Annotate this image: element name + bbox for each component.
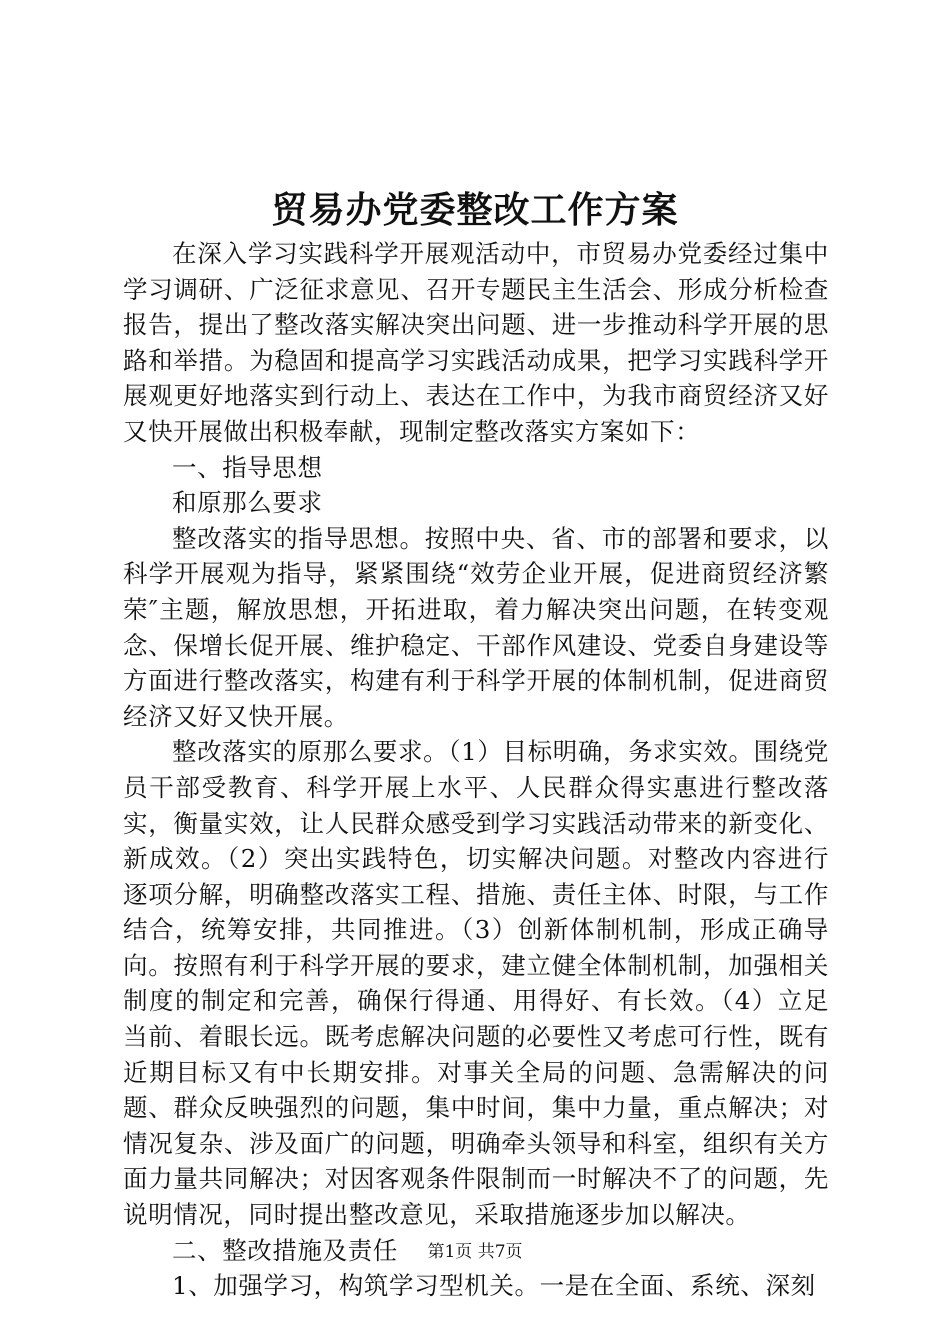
intro-paragraph: 在深入学习实践科学开展观活动中，市贸易办党委经过集中学习调研、广泛征求意见、召开专题民主生活会、形成分析检查报告，提出了整改落实解决突出问题、进一步推动科学开展的思路和举措。为稳固和提高学习实践活动成果，把学习实践科学开展观更好地落实到行动上、表达在工作中，为我市商贸经济又好又快开展做出积极奉献，现制定整改落实方案如下： (123, 239, 829, 446)
section-heading-guiding-ideology: 一、指导思想 (172, 452, 323, 482)
section-subheading-principles: 和原那么要求 (172, 488, 323, 518)
document-title: 贸易办党委整改工作方案 (271, 189, 679, 231)
measures-paragraph: 1、加强学习，构筑学习型机关。一是在全面、系统、深刻 (172, 1271, 816, 1301)
principles-paragraph: 整改落实的原那么要求。（1）目标明确，务求实效。围绕党员干部受教育、科学开展上水平、人民群众得实惠进行整改落实，衡量实效，让人民群众感受到学习实践活动带来的新变化、新成效。（2）突出实践特色，切实解决问题。对整改内容进行逐项分解，明确整改落实工程、措施、责任主体、时限，与工作结合，统筹安排，共同推进。（3）创新体制机制，形成正确导向。按照有利于科学开展的要求，建立健全体制机制，加强相关制度的制定和完善，确保行得通、用得好、有长效。（4）立足当前、着眼长远。既考虑解决问题的必要性又考虑可行性，既有近期目标又有中长期安排。对事关全局的问题、急需解决的问题、群众反映强烈的问题，集中时间，集中力量，重点解决；对情况复杂、涉及面广的问题，明确牵头领导和科室，组织有关方面力量共同解决；对因客观条件限制而一时解决不了的问题，先说明情况，同时提出整改意见，采取措施逐步加以解决。 (123, 737, 829, 1230)
document-body (123, 236, 829, 1304)
page-number-footer: 第1页 共7页 (427, 1242, 523, 1262)
guiding-ideology-paragraph: 整改落实的指导思想。按照中央、省、市的部署和要求，以科学开展观为指导，紧紧围绕“效劳企业开展，促进商贸经济繁荣″主题，解放思想，开拓进取，着力解决突出问题，在转变观念、保增长促开展、维护稳定、干部作风建设、党委自身建设等方面进行整改落实，构建有利于科学开展的体制机制，促进商贸经济又好又快开展。 (123, 523, 829, 731)
section-heading-measures: 二、整改措施及责任 (172, 1235, 398, 1265)
